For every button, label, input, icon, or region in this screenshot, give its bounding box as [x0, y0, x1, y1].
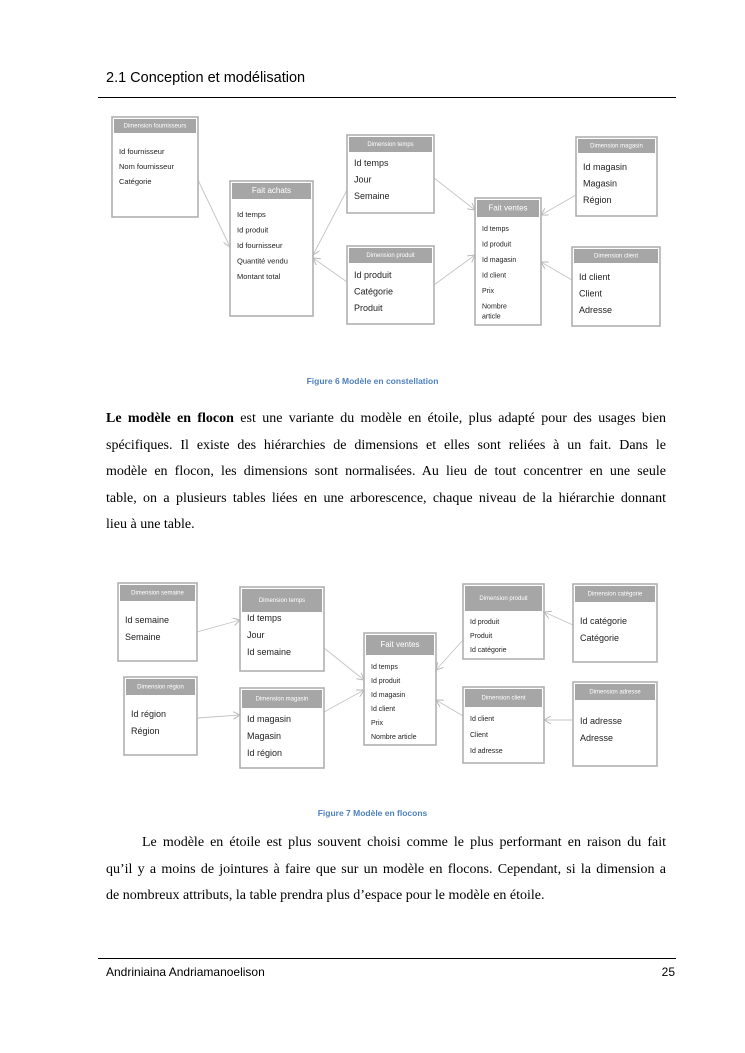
table-dimension-fournisseurs: [112, 117, 198, 217]
link-categorie-produit: [544, 612, 573, 625]
paragraph-1-bold: Le modèle en flocon: [106, 411, 234, 426]
figure-7-diagram: [0, 575, 745, 775]
table-dimension-produit-2-field: Produit: [470, 633, 493, 640]
table-fait-ventes-2-field: Id produit: [371, 678, 401, 685]
table-fait-achats-field: Id produit: [237, 225, 269, 235]
table-dimension-categorie: [573, 584, 657, 662]
table-dimension-temps-2: [240, 587, 324, 671]
table-fait-achats: [230, 181, 313, 316]
table-dimension-temps-field: Id temps: [354, 158, 389, 168]
table-dimension-produit-2-title: Dimension produit: [479, 595, 528, 602]
table-dimension-magasin-2-field: Id magasin: [247, 714, 292, 724]
section-title: 2.1 Conception et modélisation: [106, 70, 306, 86]
table-dimension-client-title: Dimension client: [593, 253, 639, 260]
figure-7-caption: Figure 7 Modèle en flocons: [317, 808, 428, 818]
table-fait-ventes-2-title: Fait ventes: [380, 640, 420, 650]
table-dimension-produit-2: [463, 584, 544, 659]
paragraph-2-line-3: de nombreux attributs, la table prendra plus d’espace pour le modèle en étoile.: [106, 888, 545, 903]
paragraph-1: [106, 406, 666, 539]
table-fait-ventes-2-field: Id temps: [371, 664, 398, 671]
table-dimension-produit-2-field: Id produit: [470, 619, 500, 626]
table-fait-ventes-2-field: Id magasin: [371, 692, 406, 699]
table-fait-achats-field: Quantité vendu: [237, 256, 288, 266]
table-dimension-adresse-field: Adresse: [580, 733, 614, 743]
link-region-magasin: [197, 715, 240, 718]
table-dimension-fournisseurs-title: Dimension fournisseurs: [123, 123, 187, 130]
table-dimension-semaine-title: Dimension semaine: [131, 590, 184, 597]
table-dimension-temps: [347, 135, 434, 213]
table-dimension-region-field: Id région: [131, 709, 167, 719]
paragraph-2-line-2: qu’il y a moins de jointures à faire que sur un modèle en flocons. Cependant, si la dimension a: [106, 861, 666, 877]
table-fait-ventes-field: Prix: [482, 288, 495, 295]
table-dimension-client: [572, 247, 660, 326]
table-fait-ventes-2-field: Prix: [371, 720, 384, 727]
paragraph-1-line-4: table, on a plusieurs tables liées en une arborescence, chaque niveau de la hiérarchie donnant: [106, 490, 666, 506]
table-dimension-magasin: [576, 137, 657, 216]
link-magasin-ventes: [324, 690, 364, 712]
table-dimension-adresse: [573, 682, 657, 766]
table-dimension-magasin-2-title: Dimension magasin: [255, 696, 309, 703]
table-dimension-temps-field: Semaine: [354, 191, 390, 201]
table-fait-ventes-field: Id client: [482, 272, 507, 280]
figure-6-caption: Figure 6 Modèle en constellation: [306, 376, 439, 386]
table-dimension-client-2-field: Id adresse: [470, 748, 503, 755]
table-dimension-fournisseurs-field: Id fournisseur: [119, 147, 165, 156]
link-magasin-ventes: [541, 195, 576, 215]
table-dimension-magasin-title: Dimension magasin: [590, 143, 643, 150]
footer-author: Andriniaina Andriamanoelison: [106, 965, 265, 979]
table-fait-ventes-2-field: Nombre article: [371, 734, 417, 741]
table-dimension-temps-title: Dimension temps: [367, 141, 414, 148]
table-fait-ventes-field: Id produit: [482, 241, 512, 249]
table-fait-ventes-2-field: Id client: [371, 706, 396, 713]
link-produit-ventes: [434, 255, 475, 285]
table-dimension-semaine-field: Semaine: [125, 632, 161, 642]
paragraph-1-line-1: [106, 406, 666, 433]
table-dimension-fournisseurs-field: Catégorie: [119, 177, 152, 186]
table-dimension-client-field: Id client: [579, 272, 611, 282]
link-client-ventes: [436, 700, 463, 716]
table-dimension-categorie-field: Catégorie: [580, 633, 620, 643]
table-dimension-produit-2-field: Id catégorie: [470, 647, 507, 654]
table-dimension-adresse-field: Id adresse: [580, 716, 623, 726]
table-fait-achats-field: Montant total: [237, 272, 281, 281]
table-dimension-region: [124, 677, 197, 755]
header-rule: [98, 97, 676, 98]
table-dimension-categorie-field: Id catégorie: [580, 616, 628, 626]
table-dimension-temps-2-field: Jour: [247, 630, 265, 640]
link-client-ventes: [541, 262, 572, 280]
table-fait-ventes-field: Id magasin: [482, 257, 517, 264]
table-dimension-magasin-2: [240, 688, 324, 768]
table-fait-ventes-field: Id temps: [482, 226, 509, 233]
table-dimension-magasin-field: Id magasin: [583, 162, 628, 172]
table-dimension-produit-title: Dimension produit: [366, 252, 415, 259]
table-fait-ventes-title: Fait ventes: [488, 203, 528, 213]
table-dimension-client-2-field: Client: [470, 732, 488, 739]
table-dimension-client-field: Adresse: [579, 305, 613, 315]
page-number: 25: [661, 965, 675, 979]
table-fait-ventes-field: Nombre: [482, 303, 507, 311]
table-dimension-adresse-title: Dimension adresse: [589, 689, 641, 696]
table-dimension-produit-field: Catégorie: [354, 286, 394, 297]
link-semaine-temps: [197, 620, 240, 632]
table-dimension-produit-field: Produit: [354, 303, 383, 313]
figure-6-diagram: [0, 100, 745, 340]
table-dimension-magasin-2-field: Magasin: [247, 731, 282, 741]
link-produit-achats: [313, 258, 347, 282]
paragraph-1-line-1-text: est une variante du modèle en étoile, plus adapté pour des usages bien: [233, 411, 666, 426]
table-dimension-semaine-field: Id semaine: [125, 615, 170, 625]
paragraph-1-line-3: modèle en flocon, les dimensions sont normalisées. Au lieu de tout concentrer en une seule: [106, 464, 666, 479]
table-fait-achats-title: Fait achats: [251, 186, 292, 196]
paragraph-2: [106, 830, 666, 910]
footer-rule: [98, 958, 676, 959]
paragraph-2-line-1: Le modèle en étoile est plus souvent choisi comme le plus performant en raison du fait: [142, 835, 666, 850]
table-dimension-temps-2-field: Id temps: [247, 613, 282, 623]
paragraph-1-line-5: lieu à une table.: [106, 517, 195, 532]
table-dimension-magasin-field: Magasin: [583, 178, 618, 189]
table-dimension-client-2: [463, 687, 544, 763]
table-fait-ventes-field: article: [482, 313, 501, 321]
table-dimension-temps-2-title: Dimension temps: [258, 597, 306, 604]
link-produit-ventes: [436, 640, 463, 670]
table-fait-ventes-2: [364, 633, 436, 745]
table-dimension-client-2-field: Id client: [470, 716, 495, 723]
table-dimension-magasin-field: Région: [583, 195, 612, 205]
paragraph-1-line-2: spécifiques. Il existe des hiérarchies de dimensions et elles sont reliées à un fait. Dans le: [106, 437, 666, 453]
table-dimension-categorie-title: Dimension catégorie: [587, 591, 643, 598]
table-dimension-client-2-title: Dimension client: [481, 695, 526, 702]
table-dimension-magasin-2-field: Id région: [247, 748, 283, 758]
table-dimension-semaine: [118, 583, 197, 661]
table-dimension-temps-field: Jour: [354, 174, 372, 185]
table-fait-ventes: [475, 198, 541, 325]
link-temps-ventes: [324, 648, 364, 680]
table-dimension-region-field: Région: [131, 726, 160, 736]
link-fournisseurs-achats: [198, 180, 230, 247]
link-temps-ventes: [434, 178, 475, 210]
table-dimension-produit: [347, 246, 434, 324]
table-fait-achats-field: Id fournisseur: [237, 241, 283, 250]
table-dimension-client-field: Client: [579, 288, 603, 299]
table-dimension-fournisseurs-field: Nom fournisseur: [119, 162, 175, 171]
link-temps-achats: [313, 190, 347, 255]
table-dimension-produit-field: Id produit: [354, 270, 392, 280]
table-fait-achats-field: Id temps: [237, 210, 266, 219]
table-dimension-region-title: Dimension région: [137, 684, 184, 691]
table-dimension-temps-2-field: Id semaine: [247, 647, 292, 657]
